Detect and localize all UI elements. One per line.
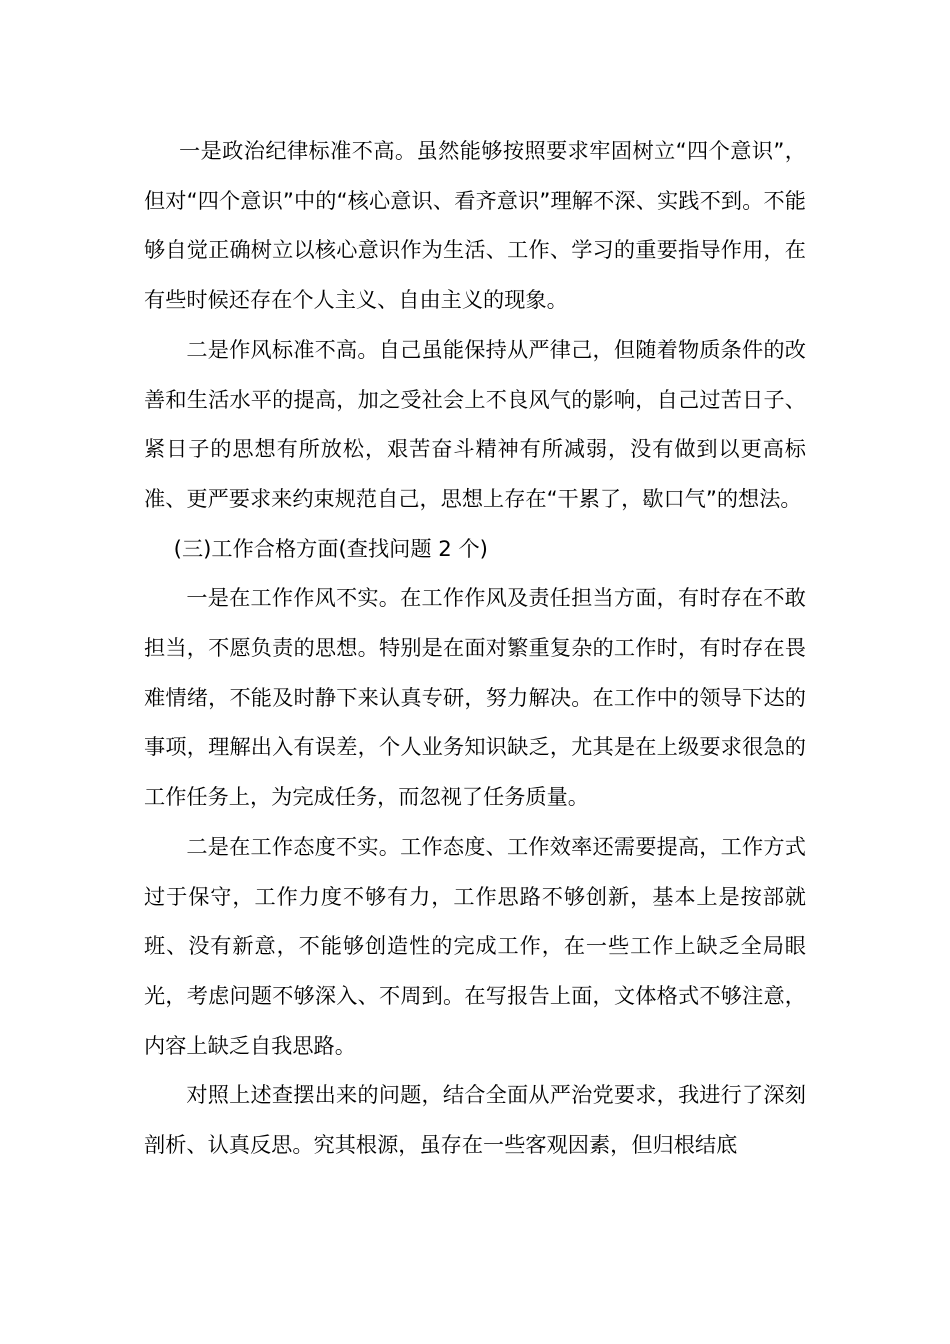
paragraph-work-attitude-not-solid: 二是在工作态度不实。工作态度、工作效率还需要提高，工作方式过于保守，工作力度不够有力，工作思路不够创新，基本上是按部就班、没有新意，不能够创造性的完成工作，在一些工作上缺乏全局眼光，考虑问题不够深入、不周到。在写报告上面，文体格式不够注意，内容上缺乏自我思路。 [144,833,806,1058]
paragraph-reflection: 对照上述查摆出来的问题，结合全面从严治党要求，我进行了深刻剖析、认真反思。究其根源，虽存在一些客观因素，但归根结底 [144,1082,806,1158]
paragraph-work-style-not-solid: 一是在工作作风不实。在工作作风及责任担当方面，有时存在不敢担当，不愿负责的思想。特别是在面对繁重复杂的工作时，有时存在畏难情绪，不能及时静下来认真专研，努力解决。在工作中的领导下达的事项，理解出入有误差，个人业务知识缺乏，尤其是在上级要求很急的工作任务上，为完成任务，而忽视了任务质量。 [144,585,806,810]
document-body [144,126,806,1170]
paragraph-work-style: 二是作风标准不高。自己虽能保持从严律己，但随着物质条件的改善和生活水平的提高，加之受社会上不良风气的影响，自己过苦日子、紧日子的思想有所放松，艰苦奋斗精神有所减弱，没有做到以更高标准、更严要求来约束规范自己，思想上存在“干累了，歇口气”的想法。 [144,336,806,511]
section-heading-work-qualification: (三)工作合格方面(查找问题 2 个) [173,535,488,561]
paragraph-political-discipline: 一是政治纪律标准不高。虽然能够按照要求牢固树立“四个意识”，但对“四个意识”中的“核心意识、看齐意识”理解不深、实践不到。不能够自觉正确树立以核心意识作为生活、工作、学习的重要指导作用，在有些时候还存在个人主义、自由主义的现象。 [144,138,806,313]
